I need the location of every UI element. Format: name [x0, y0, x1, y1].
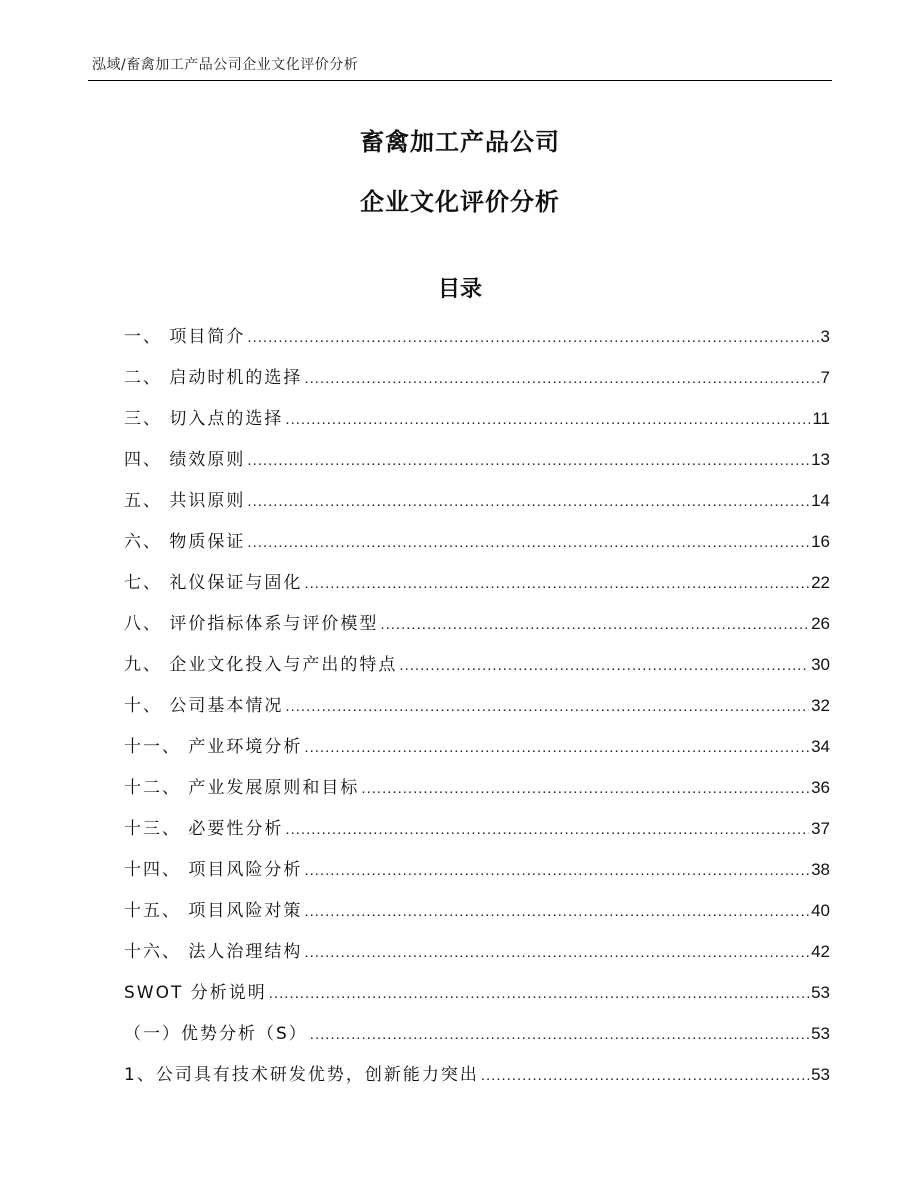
toc-dot-leader — [304, 857, 809, 885]
toc-entry[interactable] — [124, 938, 830, 979]
toc-page-number: 34 — [811, 737, 830, 756]
toc-entry-label: 九、 企业文化投入与产出的特点 — [124, 655, 398, 675]
toc-page-number: 53 — [811, 1065, 830, 1084]
toc-page-number: 40 — [811, 901, 830, 920]
toc-entry[interactable] — [124, 733, 830, 774]
toc-entry[interactable] — [124, 1061, 830, 1102]
toc-page-number: 11 — [812, 409, 830, 428]
toc-entry[interactable] — [124, 528, 830, 569]
toc-dot-leader — [481, 1062, 809, 1090]
toc-entry[interactable] — [124, 446, 830, 487]
toc-entry-label: 六、 物质保证 — [124, 532, 246, 552]
toc-dot-leader — [399, 652, 809, 680]
toc-page-number: 22 — [811, 573, 830, 592]
toc-dot-leader — [285, 816, 809, 844]
table-of-contents — [124, 323, 830, 1102]
toc-dot-leader — [269, 980, 809, 1008]
document-title-line-2: 企业文化评价分析 — [360, 188, 560, 216]
toc-entry[interactable] — [124, 610, 830, 651]
toc-entry-label: 十、 公司基本情况 — [124, 696, 284, 716]
toc-heading: 目录 — [437, 277, 482, 302]
toc-dot-leader — [304, 570, 809, 598]
toc-page-number: 7 — [820, 368, 830, 387]
toc-entry-label: 十二、 产业发展原则和目标 — [124, 778, 360, 798]
toc-dot-leader — [304, 734, 809, 762]
toc-entry[interactable] — [124, 323, 830, 364]
toc-page-number: 26 — [811, 614, 830, 633]
toc-dot-leader — [304, 939, 809, 967]
toc-entry-label: 二、 启动时机的选择 — [124, 368, 303, 388]
toc-entry-label: 四、 绩效原则 — [124, 450, 246, 470]
toc-entry-label: （一）优势分析（S） — [124, 1024, 308, 1044]
toc-entry[interactable] — [124, 897, 830, 938]
toc-page-number: 32 — [811, 696, 830, 715]
toc-page-number: 53 — [811, 983, 830, 1002]
toc-page-number: 37 — [811, 819, 830, 838]
toc-entry[interactable] — [124, 1020, 830, 1061]
toc-dot-leader — [361, 775, 809, 803]
document-title-line-1: 畜禽加工产品公司 — [360, 128, 560, 156]
toc-entry-label: 十五、 项目风险对策 — [124, 901, 303, 921]
toc-page-number: 3 — [820, 327, 830, 346]
toc-page-number: 14 — [811, 491, 830, 510]
toc-dot-leader — [247, 447, 809, 475]
toc-entry-label: 十三、 必要性分析 — [124, 819, 284, 839]
toc-entry-label: 一、 项目简介 — [124, 327, 246, 347]
toc-dot-leader — [380, 611, 809, 639]
toc-entry[interactable] — [124, 569, 830, 610]
header-divider — [88, 80, 832, 81]
toc-entry[interactable] — [124, 815, 830, 856]
toc-entry-label: 1、公司具有技术研发优势，创新能力突出 — [124, 1065, 479, 1085]
toc-entry[interactable] — [124, 856, 830, 897]
toc-entry[interactable] — [124, 405, 830, 446]
toc-dot-leader — [285, 693, 809, 721]
toc-entry-label: SWOT 分析说明 — [124, 983, 267, 1003]
running-header: 泓域/畜禽加工产品公司企业文化评价分析 — [92, 57, 359, 73]
toc-entry-label: 三、 切入点的选择 — [124, 409, 284, 429]
toc-entry-label: 七、 礼仪保证与固化 — [124, 573, 303, 593]
toc-page-number: 13 — [811, 450, 830, 469]
toc-entry[interactable] — [124, 774, 830, 815]
toc-entry[interactable] — [124, 692, 830, 733]
toc-entry-label: 五、 共识原则 — [124, 491, 246, 511]
toc-dot-leader — [304, 898, 809, 926]
toc-dot-leader — [310, 1021, 809, 1049]
toc-entry[interactable] — [124, 487, 830, 528]
toc-dot-leader — [247, 324, 818, 352]
toc-dot-leader — [285, 406, 810, 434]
toc-entry-label: 八、 评价指标体系与评价模型 — [124, 614, 379, 634]
toc-dot-leader — [247, 488, 809, 516]
toc-dot-leader — [304, 365, 818, 393]
toc-page-number: 16 — [811, 532, 830, 551]
toc-page-number: 53 — [811, 1024, 830, 1043]
toc-entry-label: 十六、 法人治理结构 — [124, 942, 303, 962]
toc-page-number: 30 — [811, 655, 830, 674]
toc-entry[interactable] — [124, 651, 830, 692]
toc-entry[interactable] — [124, 364, 830, 405]
toc-entry[interactable] — [124, 979, 830, 1020]
toc-entry-label: 十四、 项目风险分析 — [124, 860, 303, 880]
toc-page-number: 38 — [811, 860, 830, 879]
toc-page-number: 36 — [811, 778, 830, 797]
toc-page-number: 42 — [811, 942, 830, 961]
toc-entry-label: 十一、 产业环境分析 — [124, 737, 303, 757]
toc-dot-leader — [247, 529, 809, 557]
